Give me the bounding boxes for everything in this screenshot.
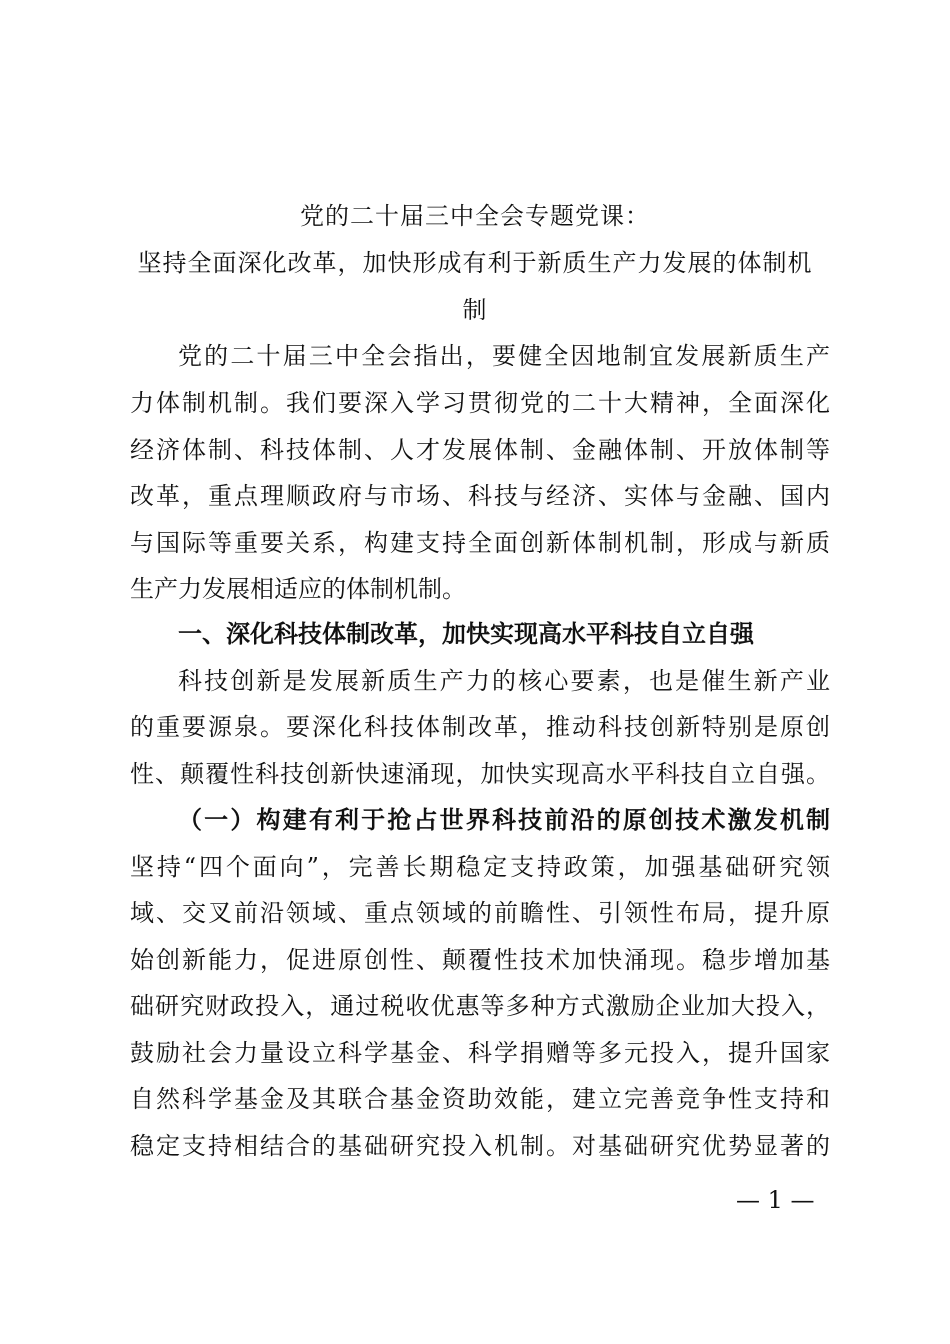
page-number: — 1 — xyxy=(736,1186,815,1214)
subsection-1-line-4: 础研究财政投入，通过税收优惠等多种方式激励企业加大投入， xyxy=(130,992,830,1020)
subsection-1-line-3: 始创新能力，促进原创性、颠覆性技术加快涌现。稳步增加基 xyxy=(130,946,830,974)
subsection-1-line-2: 域、交叉前沿领域、重点领域的前瞻性、引领性布局，提升原 xyxy=(130,899,830,927)
document-title-line-1: 党的二十届三中全会专题党课： xyxy=(300,202,650,230)
section-1-heading: 一、深化科技体制改革，加快实现高水平科技自立自强 xyxy=(178,620,754,648)
document-title-line-2: 坚持全面深化改革，加快形成有利于新质生产力发展的体制机 xyxy=(137,249,813,277)
intro-line-6: 生产力发展相适应的体制机制。 xyxy=(130,575,466,603)
intro-line-4: 改革，重点理顺政府与市场、科技与经济、实体与金融、国内 xyxy=(130,482,830,510)
section-1-line-1: 科技创新是发展新质生产力的核心要素，也是催生新产业 xyxy=(178,667,830,695)
intro-line-1: 党的二十届三中全会指出，要健全因地制宜发展新质生产 xyxy=(178,342,830,370)
section-1-line-3: 性、颠覆性科技创新快速涌现，加快实现高水平科技自立自强。 xyxy=(130,760,830,788)
intro-line-2: 力体制机制。我们要深入学习贯彻党的二十大精神，全面深化 xyxy=(130,389,830,417)
subsection-1-line-1: 坚持“四个面向”，完善长期稳定支持政策，加强基础研究领 xyxy=(130,853,830,881)
section-1-line-2: 的重要源泉。要深化科技体制改革，推动科技创新特别是原创 xyxy=(130,713,830,741)
document-title-line-3: 制 xyxy=(462,296,488,324)
intro-line-5: 与国际等重要关系，构建支持全面创新体制机制，形成与新质 xyxy=(130,529,830,557)
subsection-1-line-7: 稳定支持相结合的基础研究投入机制。对基础研究优势显著的 xyxy=(130,1132,830,1160)
subsection-1-line-6: 自然科学基金及其联合基金资助效能，建立完善竞争性支持和 xyxy=(130,1085,830,1113)
intro-line-3: 经济体制、科技体制、人才发展体制、金融体制、开放体制等 xyxy=(130,436,830,464)
subsection-1-line-5: 鼓励社会力量设立科学基金、科学捐赠等多元投入，提升国家 xyxy=(130,1039,830,1067)
subsection-1-heading: （一）构建有利于抢占世界科技前沿的原创技术激发机制 xyxy=(178,805,830,834)
